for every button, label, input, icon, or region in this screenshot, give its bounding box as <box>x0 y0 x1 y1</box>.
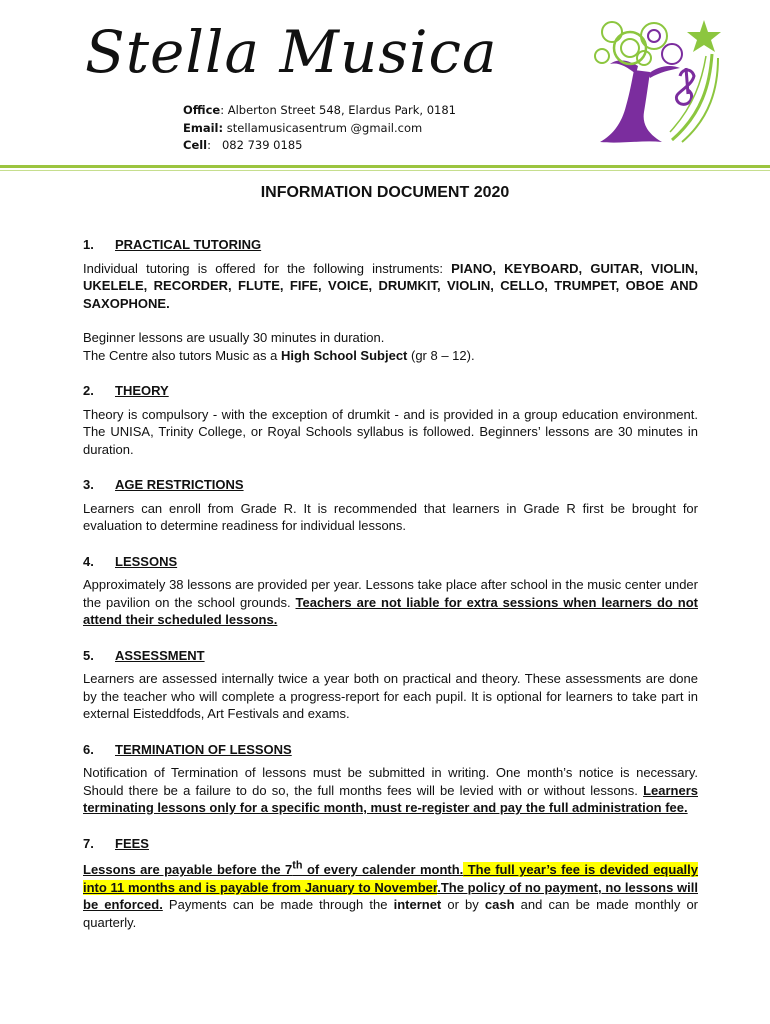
header-rule <box>0 165 770 168</box>
section-title: FEES <box>115 835 149 851</box>
termination-reregister-note: Learners terminating lessons only for a specific month, must re-register and pay the full administration fee. <box>83 782 698 815</box>
section-theory <box>83 382 698 458</box>
section-heading <box>83 476 698 494</box>
fees-due-ordinal: th <box>292 860 303 872</box>
fees-due-month: of every calender month. <box>302 862 464 878</box>
grade-range: (gr 8 – 12). <box>407 347 475 363</box>
assessment-paragraph: Learners are assessed internally twice a year both on practical and theory. These assessments are done by the teacher who will complete a progress-report for each pupil. It is optional for learners to take part in external Eisteddfods, Art Festivals and exams. <box>83 671 698 721</box>
fees-internet: internet <box>393 897 442 913</box>
header-rule-thin <box>0 170 770 171</box>
section-heading <box>83 236 698 254</box>
tree-logo-icon <box>592 14 730 144</box>
contact-block <box>183 102 456 155</box>
office-label: Office <box>183 103 221 117</box>
high-school-intro: The Centre also tutors Music as a <box>83 347 281 363</box>
section-number: 6. <box>83 741 94 757</box>
fees-paragraph <box>83 858 698 931</box>
section-heading <box>83 741 698 759</box>
section-heading <box>83 553 698 571</box>
termination-text: Notification of Termination of lessons must be submitted in writing. One month’s notice is necessary. Should there be a failure to do so, the full months fees will be levied with or without lessons. <box>83 765 698 798</box>
fees-due-text: Lessons are payable before the 7 <box>83 862 293 878</box>
beginner-duration: Beginner lessons are usually 30 minutes in duration. <box>83 330 385 345</box>
cell-label: Cell <box>183 138 208 152</box>
section-title: AGE RESTRICTIONS <box>115 477 244 492</box>
cell-line: Cell: 082 739 0185 <box>183 138 303 152</box>
section-heading <box>83 647 698 665</box>
section-number: 2. <box>83 383 94 398</box>
section-number: 1. <box>83 237 94 252</box>
office-address: Alberton Street 548, Elardus Park, 0181 <box>227 103 456 117</box>
cell-number: 082 739 0185 <box>221 138 303 152</box>
termination-paragraph <box>83 764 698 817</box>
instruments-intro: Individual tutoring is offered for the following instruments: <box>83 260 452 276</box>
email-line <box>183 120 456 138</box>
section-title: ASSESSMENT <box>115 647 205 663</box>
section-title: TERMINATION OF LESSONS <box>115 741 292 757</box>
fees-cash: cash <box>484 897 515 913</box>
lessons-liability-note: Teachers are not liable for extra sessions when learners do not attend their scheduled lessons. <box>83 594 698 627</box>
section-number: 5. <box>83 647 94 663</box>
fees-highlighted-note: The full year’s fee is devided equally into 11 months and is payable from January to November <box>83 862 698 895</box>
section-termination <box>83 741 698 817</box>
brand-title: Stella Musica <box>85 18 498 86</box>
fees-due-date <box>83 862 463 877</box>
section-heading <box>83 382 698 400</box>
fees-policy-note: .The policy of no payment, no lessons will be enforced. <box>83 879 698 913</box>
high-school-subject: High School Subject <box>280 347 408 363</box>
fees-frequency: and can be made monthly or quarterly. <box>83 897 699 930</box>
email-label: Email: <box>183 120 224 135</box>
office-line: Office: Alberton Street 548, Elardus Park, 0181 <box>183 103 456 117</box>
section-title: PRACTICAL TUTORING <box>115 237 262 252</box>
section-age-restrictions <box>83 476 698 535</box>
section-number: 3. <box>83 477 94 492</box>
instruments-paragraph <box>83 260 698 313</box>
section-number: 4. <box>83 553 94 569</box>
fees-payment-text: Payments can be made through the <box>162 897 394 913</box>
instruments-list: PIANO, KEYBOARD, GUITAR, VIOLIN, UKELELE, RECORDER, FLUTE, FIFE, VOICE, DRUMKIT, VIOLIN, CELLO, TRUMPET, OBOE AND SAXOPHONE. <box>83 260 698 311</box>
age-paragraph: Learners can enroll from Grade R. It is recommended that learners in Grade R first be brought for evaluation to determine readiness for individual lessons. <box>83 500 698 533</box>
high-school-paragraph <box>83 347 698 365</box>
document-body <box>83 236 698 949</box>
fees-or-by: or by <box>441 897 485 913</box>
document-title: INFORMATION DOCUMENT 2020 <box>260 184 510 201</box>
email-address: stellamusicasentrum @gmail.com <box>226 120 423 135</box>
section-assessment <box>83 647 698 723</box>
lessons-paragraph <box>83 576 698 629</box>
theory-paragraph: Theory is compulsory - with the exception of drumkit - and is provided in a group education environment. The UNISA, Trinity College, or Royal Schools syllabus is followed. Beginners’ lessons are 30 minutes in duration. <box>83 406 698 457</box>
section-title: LESSONS <box>115 553 178 569</box>
section-heading <box>83 835 698 853</box>
section-fees <box>83 835 698 932</box>
section-practical-tutoring <box>83 236 698 364</box>
section-lessons <box>83 553 698 629</box>
lessons-text: Approximately 38 lessons are provided per year. Lessons take place after school in the music center under the pavilion on the school grounds. <box>83 577 698 610</box>
section-number: 7. <box>83 835 94 851</box>
section-title: THEORY <box>115 383 169 398</box>
